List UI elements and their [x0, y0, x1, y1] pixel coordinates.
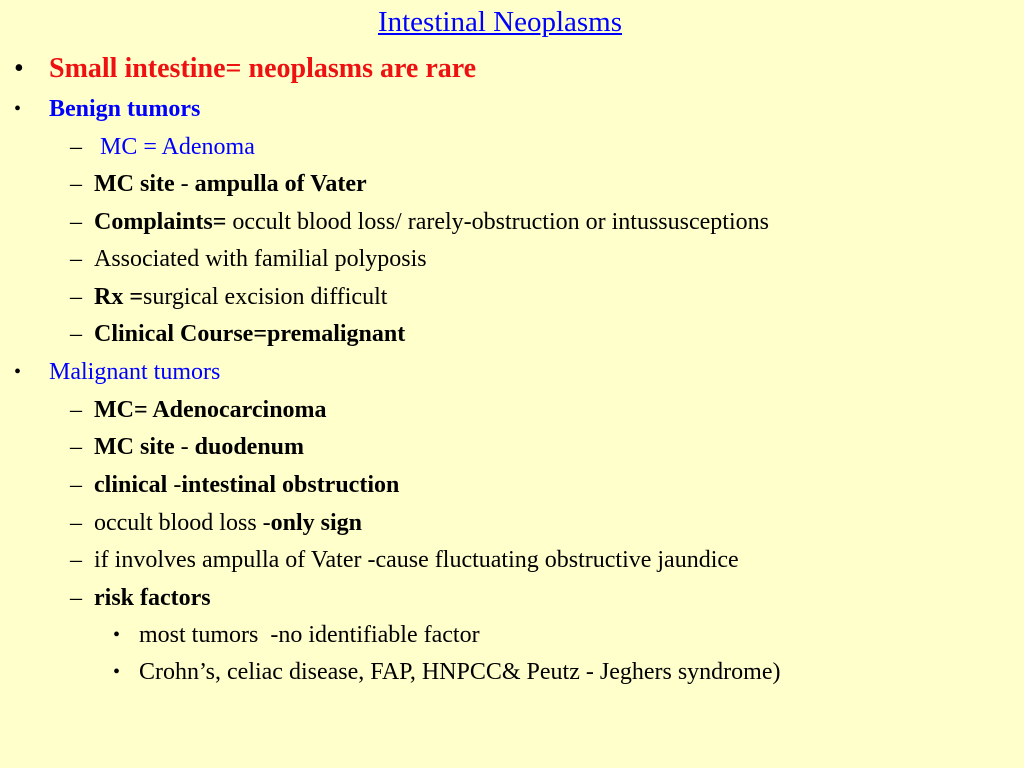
malignant-site-value: duodenum: [194, 434, 305, 460]
malignant-site-separator: -: [174, 434, 195, 460]
malignant-site-text: [94, 432, 304, 462]
malignant-site-label: MC site: [94, 434, 175, 460]
malignant-heading: Malignant tumors: [49, 359, 221, 385]
headline-text: [49, 52, 476, 86]
dash-marker: –: [70, 209, 82, 235]
dash-marker: –: [70, 171, 82, 197]
dash-marker: –: [70, 397, 82, 423]
bullet-marker: •: [113, 624, 121, 646]
benign-site-label: MC site: [94, 171, 175, 197]
benign-complaints-value: occult blood loss/ rarely-obstruction or intussusceptions: [226, 209, 769, 235]
benign-course-text: [94, 319, 405, 349]
benign-heading-text: Benign tumors: [49, 96, 201, 122]
benign-rx-text: [94, 282, 387, 312]
dash-marker: –: [70, 321, 82, 347]
benign-complaints-text: [94, 207, 769, 237]
benign-mc-text: MC = Adenoma: [94, 134, 255, 160]
dash-marker: –: [70, 510, 82, 536]
malignant-occult-value: only sign: [270, 510, 363, 536]
headline-text-bold: Small intestine= neoplasms are rare: [49, 53, 477, 84]
dash-marker: –: [70, 246, 82, 272]
malignant-ampulla-text: if involves ampulla of Vater -cause fluctuating obstructive jaundice: [94, 547, 739, 573]
bullet-marker: •: [14, 53, 24, 84]
benign-rx-value: surgical excision difficult: [143, 284, 388, 310]
malignant-mc-bold: MC= Adenocarcinoma: [94, 397, 327, 423]
malignant-occult-prefix: occult blood loss -: [94, 510, 271, 536]
benign-site-value: ampulla of Vater: [194, 171, 367, 197]
benign-associated-text: Associated with familial polyposis: [94, 246, 427, 272]
risk-factor-text: Crohn’s, celiac disease, FAP, HNPCC& Peutz - Jeghers syndrome): [139, 659, 781, 685]
dash-marker: –: [70, 547, 82, 573]
dash-marker: –: [70, 434, 82, 460]
benign-rx-label: Rx =: [94, 284, 144, 310]
bullet-marker: •: [113, 661, 121, 683]
malignant-risk-bold: risk factors: [94, 585, 211, 611]
bullet-marker: •: [14, 98, 22, 120]
risk-factor-text: most tumors -no identifiable factor: [139, 622, 480, 648]
benign-complaints-label: Complaints=: [94, 209, 227, 235]
malignant-risk-heading: [94, 583, 211, 613]
malignant-clinical-value: intestinal obstruction: [181, 472, 400, 498]
benign-site-text: [94, 169, 367, 199]
slide-title: Intestinal Neoplasms: [377, 6, 623, 38]
dash-marker: –: [70, 472, 82, 498]
benign-site-separator: -: [174, 171, 195, 197]
dash-marker: –: [70, 284, 82, 310]
malignant-mc-text: [94, 395, 327, 425]
malignant-clinical-separator: -: [167, 472, 182, 498]
malignant-clinical-label: clinical: [94, 472, 168, 498]
dash-marker: –: [70, 134, 82, 160]
benign-course-bold: Clinical Course=premalignant: [94, 321, 406, 347]
benign-heading: [49, 94, 200, 124]
malignant-clinical-text: [94, 470, 399, 500]
malignant-occult-text: [94, 508, 362, 538]
bullet-marker: •: [14, 361, 22, 383]
dash-marker: –: [70, 585, 82, 611]
